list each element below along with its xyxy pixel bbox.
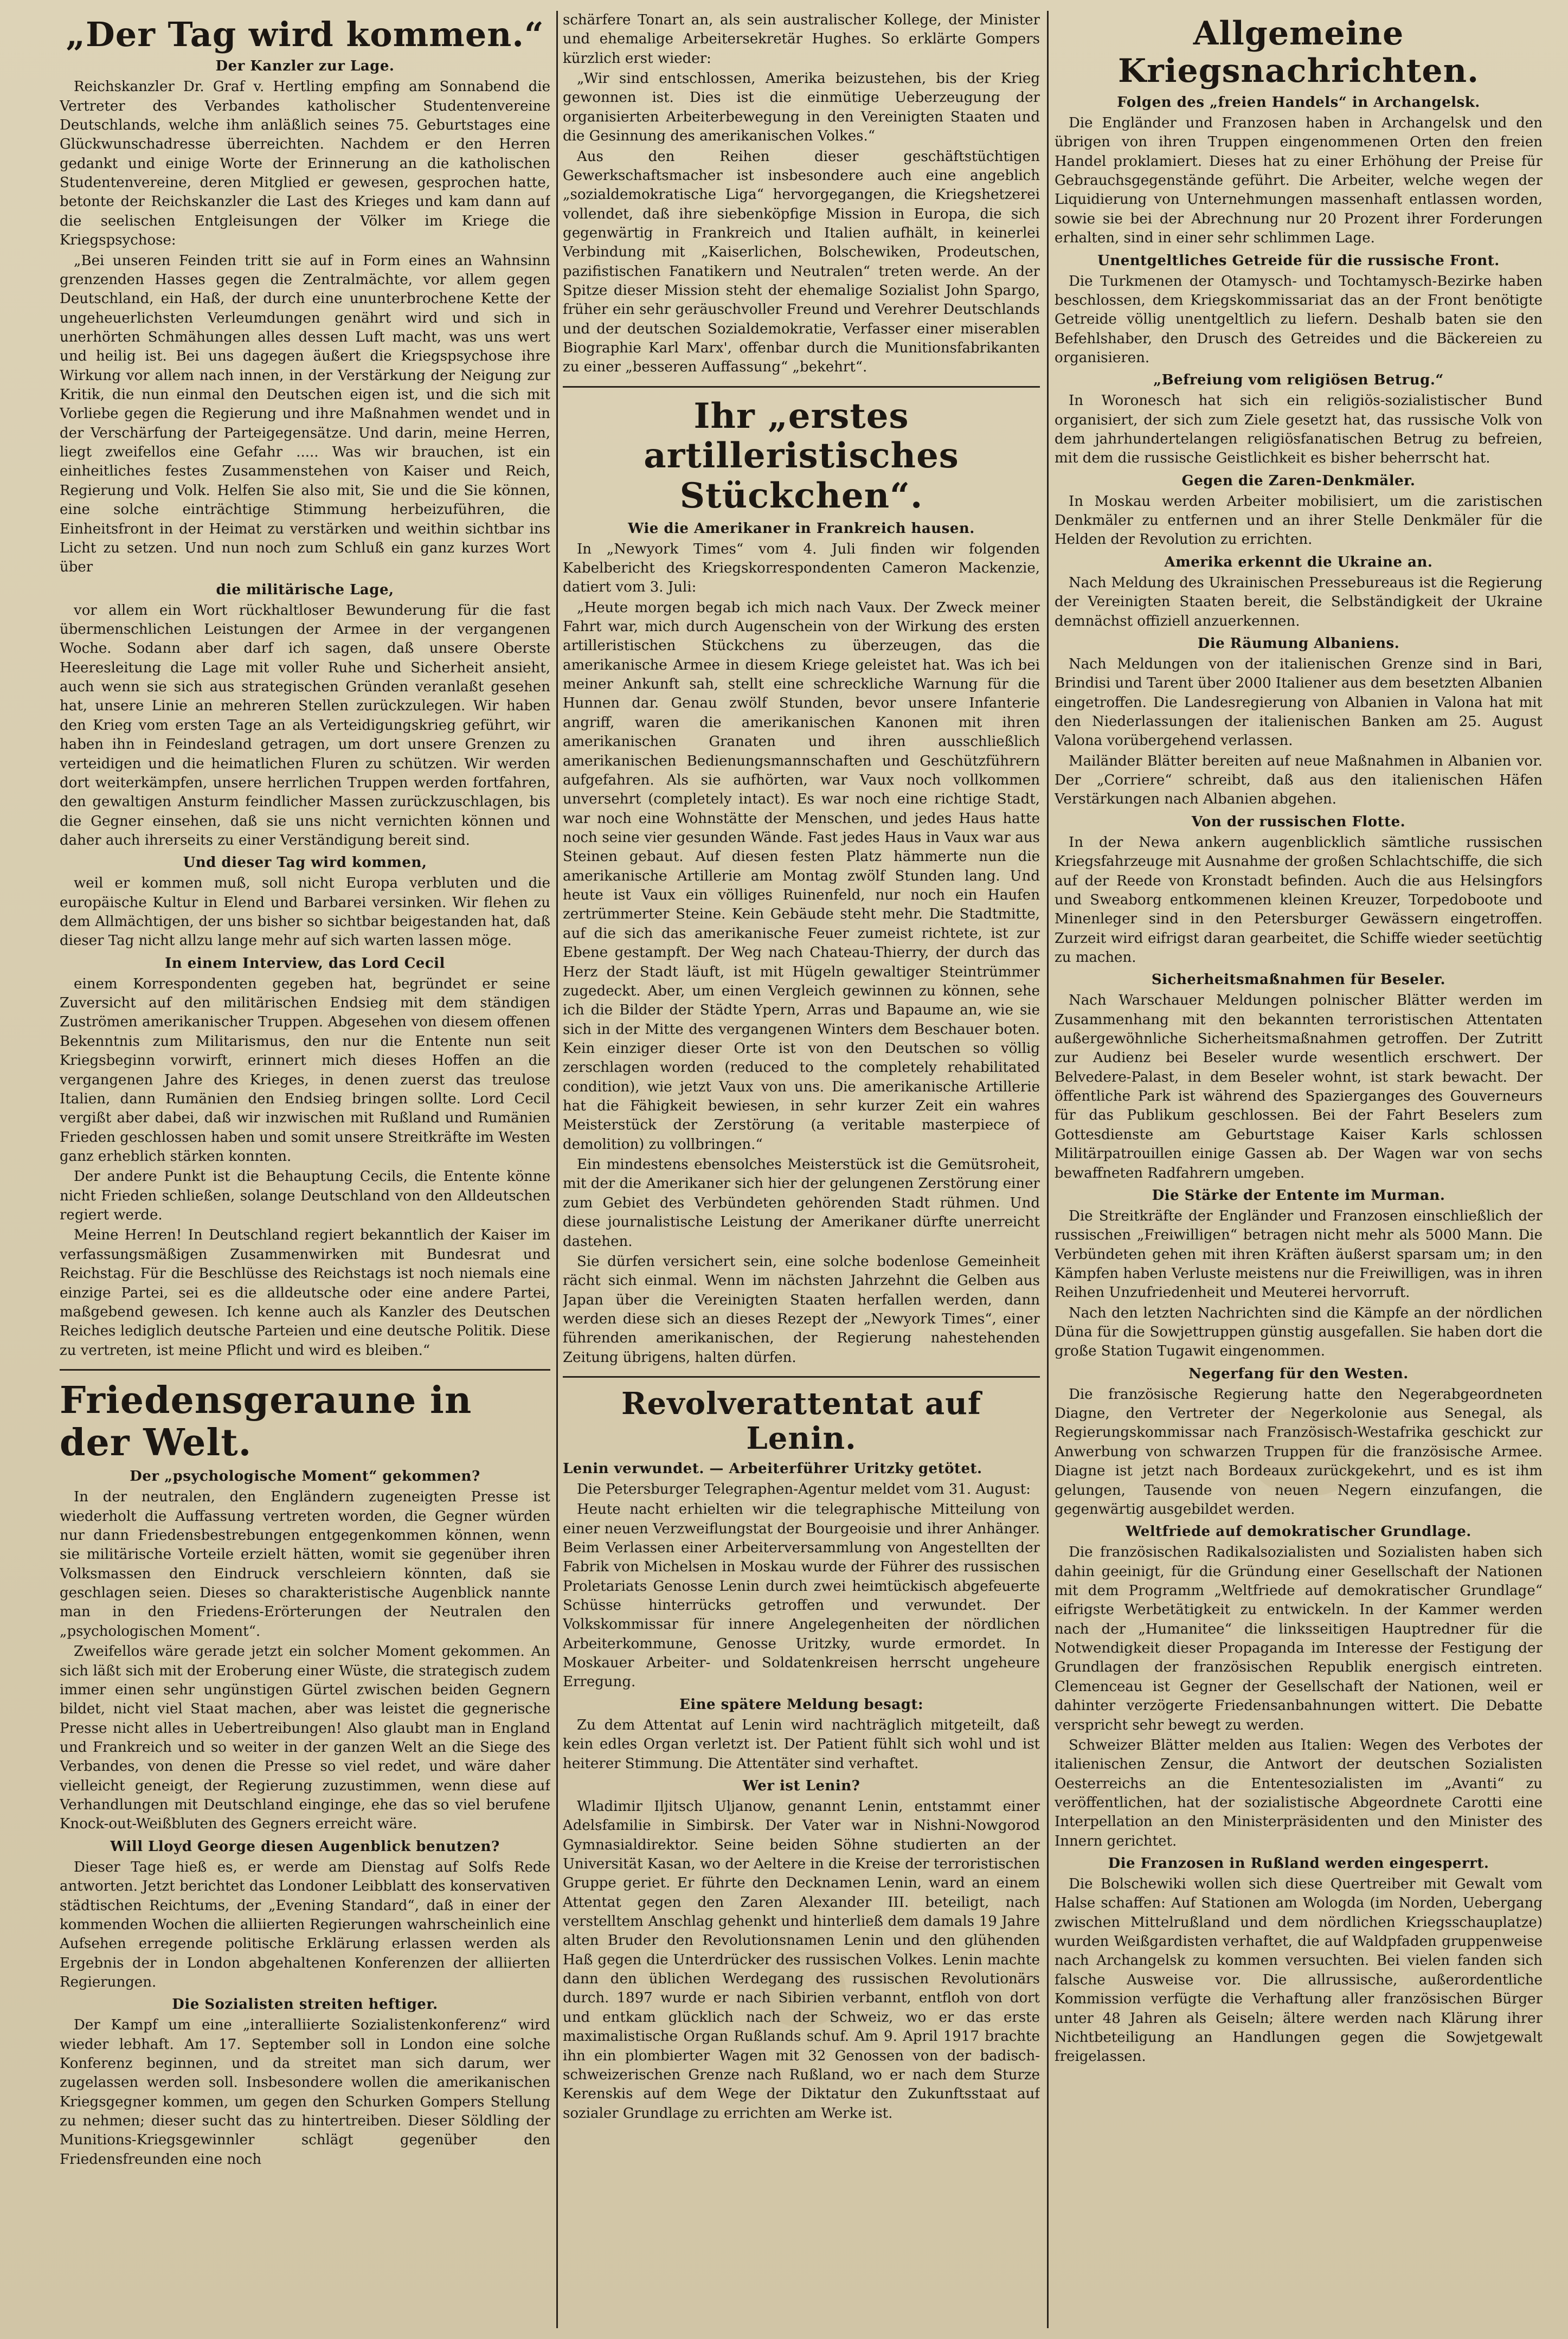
article-tag-wird-kommen: [60, 15, 550, 1360]
section-heading: Gegen die Zaren-Denkmäler.: [1181, 472, 1416, 489]
paragraph: Der andere Punkt ist die Behauptung Cecils, die Entente könne nicht Frieden schließen, solange Deutschland von den Alldeutschen regiert werde.: [60, 1168, 550, 1224]
article-artilleristisches-stueckchen: [563, 396, 1040, 1367]
paragraph: Wladimir Iljitsch Uljanow, genannt Lenin, entstammt einer Adelsfamilie in Simbirsk. Der Vater war in Nishni-Nowgorod Gymnasialdirektor. Seine beiden Söhne studierten an der Universität Kasan, wo der Aeltere in die Kreise der terroristischen Gruppe geriet. Er führte den Decknamen Lenin, ward an einem Attentat gegen den Zaren Alexander III. beteiligt, nach verstelltem Anschlag gehenkt und hinterließ dem damals 19 Jahre alten Bruder den Revolutionsnamen Lenin und den glühenden Haß gegen die Unterdrücker des russischen Volkes. Lenin machte dann den üblichen Werdegang des russischen Revolutionärs durch. 1897 wurde er nach Sibirien verbannt, entfloh von dort und entkam glücklich nach der Schweiz, wo er das erste maximalistische Organ Rußlands schuf. Am 9. April 1917 brachte ihn ein plombierter Wagen mit 32 Genossen von der badisch-schweizerischen Grenze nach Rußland, wo er nach dem Sturze Kerenskis auf dem Wege der Diktatur den Zukunftsstaat auf sozialer Grundlage zu errichten am Werke ist.: [563, 1798, 1040, 2122]
paragraph: Sie dürfen versichert sein, eine solche bodenlose Gemeinheit rächt sich einmal. Wenn im nächsten Jahrzehnt die Gelben aus Japan über die Vereinigten Staaten herfallen werden, dann werden diese sich an dieses Rezept der „Newyork Times“, einer führenden amerikanischen, der Regierung nahestehenden Zeitung übrigens, halten dürfen.: [563, 1253, 1040, 1366]
paragraph: Ein mindestens ebensolches Meisterstück ist die Gemütsroheit, mit der die Amerikaner sich hier der gelungenen Zerstörung einer zum Gebiet des Verbündeten gehörenden Stadt rühmen. Und diese journalistische Leistung der Amerikaner dürfte unerreicht dastehen.: [563, 1156, 1040, 1250]
article-friedensgeraune: [60, 1379, 550, 2169]
article-divider: [60, 1369, 550, 1371]
paragraph: In der neutralen, den Engländern zugeneigten Presse ist wiederholt die Auffassung vertreten worden, die Gegner würden nur dann Friedensbestrebungen entgegenkommen können, wenn sie militärische Vorteile erzielt hätten, womit sie gegenüber ihren Volksmassen den Eindruck verschleiern könnten, daß sie geschlagen seien. Dieses so charakteristische Augenblick nannte man in den Friedens-Erörterungen der Neutralen den „psychologischen Moment“.: [60, 1489, 550, 1640]
paragraph: Zweifellos wäre gerade jetzt ein solcher Moment gekommen. An sich läßt sich mit der Eroberung einer Wüste, die strategisch zudem immer einen sehr ungünstigen Gürtel zwischen beiden Gegnern bildet, nicht viel Staat machen, aber was leistet die gegnerische Presse nicht alles in Uebertreibungen! Also glaubt man in England und Frankreich und so weiter in der ganzen Welt an die Siege des Verbandes, von denen die Presse so viel redet, und wäre daher vielleicht geneigt, der Regierung zuzustimmen, wenn diese auf Verhandlungen mit Deutschland einginge, ehe das so viel berufene Knock-out-Weißbluten des Gegners erreicht wäre.: [60, 1643, 550, 1833]
paragraph: In „Newyork Times“ vom 4. Juli finden wir folgenden Kabelbericht des Kriegskorrespondenten Cameron Mackenzie, datiert vom 3. Juli:: [563, 541, 1040, 596]
paragraph: Die Petersburger Telegraphen-Agentur meldet vom 31. August:: [577, 1481, 1031, 1498]
paragraph: Meine Herren! In Deutschland regiert bekanntlich der Kaiser im verfassungsmäßigen Zusammenwirken mit Bundesrat und Reichstag. Für die Beschlüsse des Reichstags ist noch niemals eine einzige Partei, sei es die alldeutsche oder eine andere Partei, maßgebend gewesen. Ich kenne auch als Kanzler des Deutschen Reiches lediglich deutsche Parteien und eine deutsche Politik. Diese zu vertreten, ist meine Pflicht und wird es bleiben.“: [60, 1227, 550, 1359]
section-heading: Amerika erkennt die Ukraine an.: [1164, 554, 1433, 570]
section-heading: Sicherheitsmaßnahmen für Beseler.: [1151, 972, 1446, 988]
column-rule-2: [1047, 11, 1049, 2328]
paragraph: In Moskau werden Arbeiter mobilisiert, um die zaristischen Denkmäler zu entfernen und an ihrer Stelle Denkmäler für die Helden der Revolution zu errichten.: [1055, 493, 1543, 548]
paragraph: Aus den Reihen dieser geschäftstüchtigen Gewerkschaftsmacher ist insbesondere auch eine angeblich „sozialdemokratische Liga“ hervorgegangen, die Kriegshetzerei vollendet, daß ihre siebenköpfige Mission in Europa, die sich gegenwärtig in Frankreich und Italien aufhält, in keinerlei Verbindung mit „Kaiserlichen, Bolschewiken, Prodeutschen, pazifistischen Fanatikern und Neutralen“ treten werde. An der Spitze dieser Mission steht der ehemalige Sozialist John Spargo, früher ein sehr geräuschvoller Freund und Verehrer Deutschlands und der deutschen Sozialdemokratie, Verfasser einer miserablen Biographie Karl Marx', offenbar durch die Munitionsfabrikanten zu einer „besseren Auffassung“ „bekehrt“.: [563, 148, 1040, 376]
article-kriegsnachrichten: [1055, 15, 1543, 2067]
paragraph: In der Newa ankern augenblicklich sämtliche russischen Kriegsfahrzeuge mit Ausnahme der großen Schlachtschiffe, die sich auf der Reede von Kronstadt befinden. Auch die aus Helsingfors und Sweaborg entkommenen kleinen Kreuzer, Torpedoboote und Minenleger sind in den Petersburger Gewässern eingetroffen. Zurzeit wird eifrigst daran gearbeitet, die Schiffe wieder seetüchtig zu machen.: [1055, 834, 1543, 966]
paragraph: Nach Warschauer Meldungen polnischer Blätter werden im Zusammenhang mit den bekannten terroristischen Attentaten außergewöhnliche Sicherheitsmaßnahmen getroffen. Der Zutritt zur Audienz bei Beseler wurde wesentlich erschwert. Der Belvedere-Palast, in dem Beseler wohnt, ist stark bewacht. Der öffentliche Park ist während des Spazierganges des Gouverneurs für das Publikum geschlossen. Bei der Fahrt Beselers zum Gottesdienste am Geburtstage Kaiser Karls schlossen Militärpatrouillen einige Gassen ab. Der Wagen war von sechs bewaffneten Radfahrern umgeben.: [1055, 992, 1543, 1181]
paragraph: „Bei unseren Feinden tritt sie auf in Form eines an Wahnsinn grenzenden Hasses gegen die Zentralmächte, vor allem gegen Deutschland, ein Haß, der durch eine ununterbrochene Kette der ungeheuerlichsten Verleumdungen genährt wird und sich in unerhörten Schmähungen alles dessen Luft macht, was uns wert und heilig ist. Bei uns dagegen äußert die Kriegspsychose ihre Wirkung vor allem nach innen, in der Verstärkung der Neigung zur Kritik, die nun einmal den Deutschen eigen ist, und die sich mit Vorliebe gegen die Regierung und ihre Maßnahmen wendet und in der Verschärfung der Parteigegensätze. Und darin, meine Herren, liegt zweifellos eine Gefahr ..... Was wir brauchen, ist ein einheitliches festes Zusammenstehen von Kaiser und Reich, Regierung und Volk. Helfen Sie also mit, Sie und die Sie können, eine solche einträchtige Stimmung herbeizuführen, die Einheitsfront in der Heimat zu verstärken und weithin sichtbar ins Licht zu setzen. Und nun noch zum Schluß ein ganz kurzes Wort über: [60, 252, 550, 576]
paragraph: Der Kampf um eine „interalliierte Sozialistenkonferenz“ wird wieder lebhaft. Am 17. September soll in London eine solche Konferenz beginnen, und da streitet man sich darum, wer zugelassen werden soll. Insbesondere wollen die amerikanischen Kriegsgegner kommen, um gegen den Schurken Gompers Stellung zu nehmen; dieser sucht das zu hintertreiben. Dieser Söldling der Munitions-Kriegsgewinnler schlägt gegenüber den Friedensfreunden eine noch: [60, 2017, 550, 2168]
column-middle: [563, 11, 1040, 2328]
section-heading: Die Stärke der Entente im Murman.: [1152, 1187, 1445, 1204]
headline-artilleristisches-stueckchen: Ihr „erstes artilleristisches Stückchen“.: [644, 395, 959, 517]
paragraph: Die Bolschewiki wollen sich diese Quertreiber mit Gewalt vom Halse schaffen: Auf Stationen am Wologda (im Norden, Uebergang zwischen Mittelrußland und dem nördlichen Kriegsschauplatze) wurden Weißgardisten verhaftet, die auf Waldpfaden gruppenweise nach Archangelsk zu kommen versuchten. Bei vielen fanden sich falsche Ausweise vor. Die allrussische, außerordentliche Kommission verfügte die Verhaftung aller französischen Bürger unter 48 Jahren als Geiseln; ältere werden nach Klärung ihrer Nichtbeteiligung an Handlungen gegen die Sowjetgewalt freigelassen.: [1055, 1876, 1543, 2065]
section-heading: Unentgeltliches Getreide für die russische Front.: [1097, 252, 1500, 269]
paragraph: schärfere Tonart an, als sein australischer Kollege, der Minister und ehemalige Arbeitersekretär Hughes. So erklärte Gompers kürzlich erst wieder:: [563, 12, 1040, 67]
headline-allgemeine-kriegsnachrichten: Allgemeine Kriegsnachrichten.: [1117, 15, 1480, 90]
paragraph: „Wir sind entschlossen, Amerika beizustehen, bis der Krieg gewonnen ist. Dies ist die einmütige Ueberzeugung der organisierten Arbeiterbewegung in den Vereinigten Staaten und die Gesinnung des amerikanischen Volkes.“: [563, 70, 1040, 145]
subhead-sozialisten: Die Sozialisten streiten heftiger.: [172, 1996, 438, 2013]
paragraph: weil er kommen muß, soll nicht Europa verbluten und die europäische Kultur in Elend und Barbarei versinken. Wir flehen zu dem Allmächtigen, der uns bisher so sichtbar beigestanden hat, daß dieser Tag nicht allzu lange mehr auf sich warten lassen möge.: [60, 875, 550, 949]
paragraph: Die französische Regierung hatte den Negerabgeordneten Diagne, den Vertreter der Negerkolonie aus Senegal, als Regierungskommissar nach Französisch-Westafrika geschickt zur Anwerbung von schwarzen Truppen für die französische Armee. Diagne ist jetzt nach Bordeaux zurückgekehrt, und es ist ihm gelungen, Tausende von neuen Negern einzufangen, die gegenwärtig ausgebildet werden.: [1055, 1386, 1543, 1518]
paragraph: Heute nacht erhielten wir die telegraphische Mitteilung von einer neuen Verzweiflungstat der Bourgeoisie und ihrer Anhänger. Beim Verlassen einer Arbeiterversammlung von Angestellten der Fabrik von Michelsen in Moskau wurde der Führer des russischen Proletariats Genosse Lenin durch zwei heimtückisch abgefeuerte Schüsse hinterrücks getroffen und verwundet. Der Volkskommissar für innere Angelegenheiten der nördlichen Arbeiterkommune, Genosse Uritzky, wurde ermordet. In Moskauer Arbeiter- und Soldatenkreisen herrscht ungeheure Erregung.: [563, 1501, 1040, 1691]
headline-der-tag-wird-kommen: „Der Tag wird kommen.“: [66, 15, 544, 54]
paragraph: Die Streitkräfte der Engländer und Franzosen einschließlich der russischen „Freiwilligen“ betragen nicht mehr als 5000 Mann. Die Verbündeten gehen mit ihren Kräften äußerst sparsam um; in den Kämpfen haben Verluste meistens nur die Freiwilligen, was in ihren Reihen Unzufriedenheit und Meuterei hervorruft.: [1055, 1207, 1543, 1301]
paragraph: In Woronesch hat sich ein religiös-sozialistischer Bund organisiert, der sich zum Ziele gesetzt hat, das russische Volk von dem jahrhundertelangen religiösfanatischen Betrug zu befreien, mit dem die russische Geistlichkeit es bisher beherrscht hat.: [1055, 393, 1543, 467]
column-rule-1: [556, 11, 558, 2328]
paragraph: Nach den letzten Nachrichten sind die Kämpfe an der nördlichen Düna für die Sowjettruppen günstig ausgefallen. Sie haben dort die große Station Tugawit eingenommen.: [1055, 1305, 1543, 1360]
section-heading: Weltfriede auf demokratischer Grundlage.: [1126, 1524, 1471, 1540]
headline-revolverattentat-lenin: Revolverattentat auf Lenin.: [621, 1386, 981, 1457]
paragraph: Die Turkmenen der Otamysch- und Tochtamysch-Bezirke haben beschlossen, dem Kriegskommissariat das an der Front benötigte Getreide völlig unentgeltlich zu liefern. Deshalb baten sie den Befehlshaber, den Drusch des Getreides und die Bäckereien zu organisieren.: [1055, 273, 1543, 366]
section-heading: „Befreiung vom religiösen Betrug.“: [1153, 372, 1444, 389]
article-continuation: [563, 11, 1040, 377]
paragraph: einem Korrespondenten gegeben hat, begründet er seine Zuversicht auf den militärischen Endsieg mit dem ständigen Zuströmen amerikanischer Truppen. Abgesehen von diesem offenen Bekenntnis zum Militarismus, den nur die Entente nun seit Kriegsbeginn vorwirft, erinnert mich dieses Hoffen an die vergangenen Jahre des Krieges, in denen zuerst das treulose Italien, dann Rumänien den Endsieg bringen sollte. Lord Cecil vergißt aber dabei, daß wir inzwischen mit Rußland und Rumänien Frieden geschlossen haben und somit unsere Streitkräfte im Westen ganz erheblich stärken konnten.: [60, 975, 550, 1165]
headline-friedensgeraune: Friedensgeraune in der Welt.: [60, 1378, 472, 1465]
paragraph: Zu dem Attentat auf Lenin wird nachträglich mitgeteilt, daß kein edles Organ verletzt ist. Der Patient fühlt sich wohl und ist heiterer Stimmung. Die Attentäter sind verhaftet.: [563, 1717, 1040, 1772]
subhead-militaerische-lage: die militärische Lage,: [216, 581, 394, 598]
subhead-kanzler-zur-lage: Der Kanzler zur Lage.: [215, 58, 395, 75]
paragraph: Nach Meldung des Ukrainischen Pressebureaus ist die Regierung der Vereinigten Staaten bereit, die Selbständigkeit der Ukraine demnächst offiziell anzuerkennen.: [1055, 574, 1543, 629]
article-divider: [563, 1376, 1040, 1378]
article-divider: [563, 386, 1040, 388]
paragraph: Mailänder Blätter bereiten auf neue Maßnahmen in Albanien vor. Der „Corriere“ schreibt, daß aus den italienischen Häfen Verstärkungen nach Albanien abgehen.: [1055, 753, 1543, 808]
paragraph: Dieser Tage hieß es, er werde am Dienstag auf Solfs Rede antworten. Jetzt berichtet das Londoner Leibblatt des konservativen städtischen Reichtums, der „Evening Standard“, daß in einer der kommenden Wochen die alliierten Regierungen wahrscheinlich eine Aufsehen erregende politische Erklärung erlassen werden als Ergebnis der in London abgehaltenen Konferenzen der alliierten Regierungen.: [60, 1859, 550, 1990]
paragraph: „Heute morgen begab ich mich nach Vaux. Der Zweck meiner Fahrt war, mich durch Augenschein von der Wirkung des ersten artilleristischen Stückchens zu überzeugen, das die amerikanische Armee in diesem Kriege geleistet hat. Was ich bei meiner Ankunft sah, stellt eine schreckliche Warnung für die Hunnen dar. Genau zwölf Stunden, bevor unsere Infanterie angriff, waren die amerikanischen Kanonen mit ihren amerikanischen Granaten und ihren ausschließlich amerikanischen Bedienungsmannschaften und Geschützführern aufgefahren. Als sie aufhörten, war Vaux noch vollkommen unversehrt (completely intact). Es war noch eine richtige Stadt, war noch eine Wohnstätte der Menschen, und jedes Haus hatte noch seine vier gesunden Wände. Fast jedes Haus in Vaux war aus Steinen gebaut. Auf diesen festen Platz hämmerte nun die amerikanische Artillerie am Montag zwölf Stunden lang. Und heute ist Vaux ein völliges Ruinenfeld, nur noch ein Haufen zertrümmerter Steine. Kein Gebäude steht mehr. Die Stadtmitte, auf die sich das amerikanische Feuer zumeist richtete, ist zur Ebene gestampft. Der Weg nach Chateau-Thierry, der durch das Herz der Stadt läuft, ist mit Hügeln gewaltiger Steintrümmer zugedeckt. Aber, um einen Vergleich gewinnen zu können, sehe ich die Bilder der Städte Ypern, Arras und Bapaume an, wie sie sich in der Mitte des vergangenen Winters dem Beschauer boten. Kein einziger dieser Orte ist von den Deutschen so völlig zerschlagen worden (reduced to the completely rehabilitated condition), wie jetzt Vaux von uns. Die amerikanische Artillerie hat die Fähigkeit bewiesen, in sehr kurzer Zeit ein wahres Meisterstück der Zerstörung (a veritable masterpiece of demolition) zu vollbringen.“: [563, 599, 1040, 1153]
paragraph: vor allem ein Wort rückhaltloser Bewunderung für die fast übermenschlichen Leistungen der Armee in der vergangenen Woche. Sodann aber darf ich sagen, daß unsere Oberste Heeresleitung die Lage mit voller Ruhe und Sicherheit ansieht, auch wenn sie sich aus strategischen Gründen veranlaßt gesehen hat, unsere Linie an mehreren Stellen zurückzulegen. Wir haben den Krieg vom ersten Tage an als Verteidigungskrieg geführt, wir haben ihn in Feindesland getragen, um dort unsere Grenzen zu verteidigen und die heimatlichen Fluren zu schützen. Wir werden dort weiterkämpfen, unsere herrlichen Truppen werden fortfahren, den gewaltigen Ansturm feindlicher Massen zurückzuschlagen, bis die Gegner einsehen, daß sie uns nicht vernichten können und daher auch ihrerseits zu einer Verständigung bereit sind.: [60, 602, 550, 849]
paragraph: Reichskanzler Dr. Graf v. Hertling empfing am Sonnabend die Vertreter des Verbandes katholischer Studentenvereine Deutschlands, welche ihm anläßlich seines 75. Geburtstages eine Glückwunschadresse überreichten. Nachdem er den Herren gedankt und einige Worte der Erinnerung an die katholischen Studentenvereine, deren Mitglied er gewesen, gesprochen hatte, betonte der Reichskanzler die Last des Krieges und kam dann auf die seelischen Entgleisungen der Völker im Kriege die Kriegspsychose:: [60, 79, 550, 249]
section-heading: Die Räumung Albaniens.: [1197, 635, 1400, 652]
column-left: [60, 11, 550, 2328]
paragraph: Die französischen Radikalsozialisten und Sozialisten haben sich dahin geeinigt, für die Gründung einer Gesellschaft der Nationen mit dem Programm „Weltfriede auf demokratischer Grundlage“ eifrigste Werbetätigkeit zu entwickeln. In der Kammer werden nach der „Humanitee“ die linksseitigen Hauptredner für die Notwendigkeit dieser Propaganda im Interesse der Festigung der Grundlagen der französischen Republik energisch eintreten. Clemenceau ist Gegner der Gesellschaft der Nationen, weil er dahinter verzögerte Friedensanbahnungen wittert. Die Debatte verspricht sehr bewegt zu werden.: [1055, 1544, 1543, 1733]
subhead-lenin-verwundet: Lenin verwundet. — Arbeiterführer Uritzky getötet.: [563, 1460, 982, 1477]
paragraph: Die Engländer und Franzosen haben in Archangelsk und den übrigen von ihren Truppen eingenommenen Orten den freien Handel proklamiert. Dieses hat zu einer Erhöhung der Preise für Gebrauchsgegenstände geführt. Die Arbeiter, welche wegen der Liquidierung von Unternehmungen massenhaft entlassen worden, sowie sie bei der Abrechnung nur 20 Prozent ihrer Forderungen erhalten, sind in einer sehr schlimmen Lage.: [1055, 115, 1543, 247]
subhead-lloyd-george: Will Lloyd George diesen Augenblick benutzen?: [110, 1838, 500, 1855]
article-revolverattentat: [563, 1386, 1040, 2123]
subhead-lord-cecil: In einem Interview, das Lord Cecil: [165, 955, 445, 972]
section-heading: Die Franzosen in Rußland werden eingesperrt.: [1108, 1855, 1489, 1872]
section-heading: Folgen des „freien Handels“ in Archangelsk.: [1117, 94, 1480, 111]
column-right: [1055, 11, 1543, 2328]
subhead-spaetere-meldung: Eine spätere Meldung besagt:: [679, 1696, 924, 1713]
subhead-wer-ist-lenin: Wer ist Lenin?: [742, 1777, 860, 1794]
section-heading: Negerfang für den Westen.: [1188, 1365, 1409, 1382]
paragraph: Schweizer Blätter melden aus Italien: Wegen des Verbotes der italienischen Zensur, die Antwort der deutschen Sozialisten Oesterreichs an die Ententesozialisten im „Avanti“ zu veröffentlichen, hat der sozialistische Abgeordnete Carotti eine Interpellation an den Ministerpräsidenten und den Minister des Innern gerichtet.: [1055, 1737, 1543, 1849]
subhead-dieser-tag: Und dieser Tag wird kommen,: [183, 854, 427, 871]
subhead-amerikaner-frankreich: Wie die Amerikaner in Frankreich hausen.: [628, 520, 975, 537]
section-heading: Von der russischen Flotte.: [1191, 813, 1406, 830]
subhead-psychologische-moment: Der „psychologische Moment“ gekommen?: [130, 1468, 480, 1485]
paragraph: Nach Meldungen von der italienischen Grenze sind in Bari, Brindisi und Tarent über 2000 Italiener aus dem besetzten Albanien eingetroffen. Die Landesregierung von Albanien in Valona hat mit den Niederlassungen der italienischen Banken am 25. August Valona vorübergehend verlassen.: [1055, 656, 1543, 749]
